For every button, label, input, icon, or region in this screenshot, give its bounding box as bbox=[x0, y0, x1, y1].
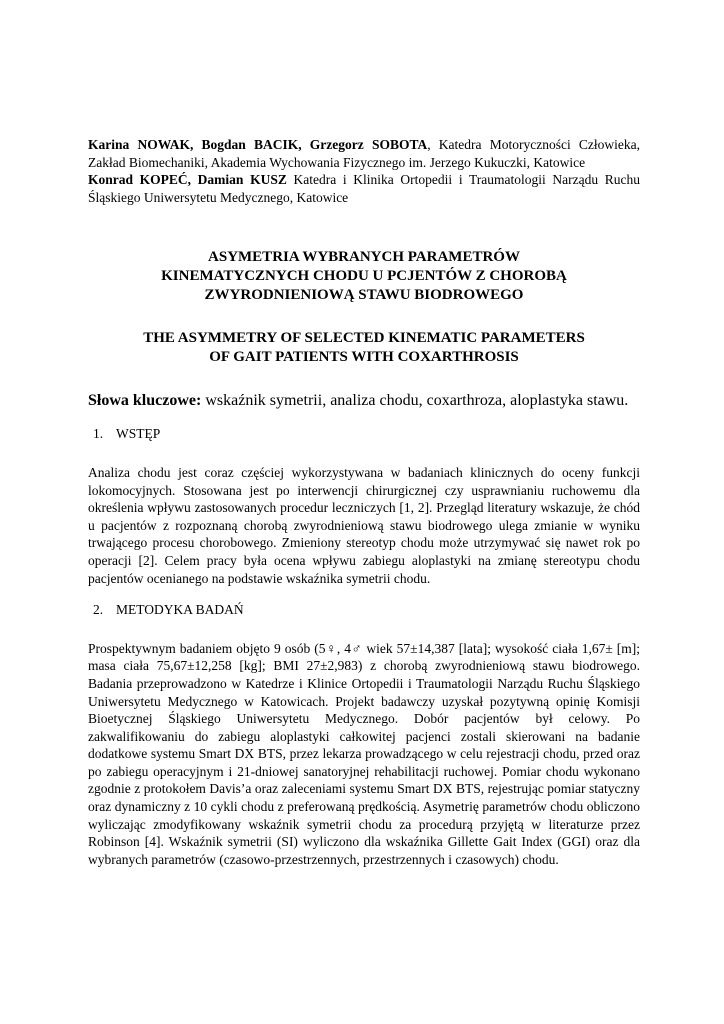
section-body-methods: Prospektywnym badaniem objęto 9 osób (5♀, 4♂ wiek 57±14,387 [lata]; wysokość ciała 1,67± [m]; masa ciała 75,67±12,258 [kg]; BMI 27±2,983) z chorobą zwyrodnieniową stawu biodrowego. Badania przeprowadzono w Katedrze i Klinice Ortopedii i Traumatologii Narządu Ruchu Śląskiego Uniwersytetu Medycznego w Katowicach. Projekt badawczy uzyskał pozytywną opinię Komisji Bioetycznej Śląskiego Uniwersytetu Medycznego. Dobór pacjentów był celowy. Po zakwalifikowaniu do zabiegu aloplastyki całkowitej pacjenci zostali skierowani na badanie dodatkowe systemu Smart DX BTS, przez lekarza prowadzącego w celu rejestracji chodu, przed oraz po zabiegu operacyjnym i 21-dniowej sanatoryjnej rehabilitacji ruchowej. Pomiar chodu wykonano zgodnie z protokołem Davis’a oraz zaleceniami systemu Smart DX BTS, rejestrując pomiar statyczny oraz dynamiczny z 10 cykli chodu z preferowaną prędkością. Asymetrię parametrów chodu obliczono wyliczając zmodyfikowany wskaźnik symetrii chodu za procedurą przyjętą w literaturze przez Robinson [4]. Wskaźnik symetrii (SI) wyliczono dla wskaźnika Gillette Gait Index (GGI) oraz dla wybranych parametrów (czasowo-przestrzennych, przestrzennych i czasowych) chodu. bbox=[88, 640, 640, 867]
section-heading-intro bbox=[88, 425, 640, 443]
authors-block bbox=[88, 136, 640, 206]
section-title: METODYKA BADAŃ bbox=[116, 602, 244, 618]
section-number: 1. bbox=[93, 426, 104, 442]
affiliation-2: Katedra i Klinika Ortopedii i Traumatologii Narządu Ruchu Śląskiego Uniwersytetu Medycznego, Katowice bbox=[88, 172, 640, 205]
keywords-text: wskaźnik symetrii, analiza chodu, coxarthroza, aloplastyka stawu. bbox=[201, 392, 629, 410]
title-en-line-1: THE ASYMMETRY OF SELECTED KINEMATIC PARAMETERS bbox=[143, 330, 585, 347]
author-names-1: Karina NOWAK, Bogdan BACIK, Grzegorz SOBOTA bbox=[88, 137, 428, 152]
keywords bbox=[88, 390, 640, 411]
author-names-2: Konrad KOPEĆ, Damian KUSZ bbox=[88, 172, 287, 188]
title-pl-line-3: ZWYRODNIENIOWĄ STAWU BIODROWEGO bbox=[204, 287, 524, 304]
affiliation-1: , Katedra Motoryczności Człowieka, Zakład Biomechaniki, Akademia Wychowania Fizycznego im. Jerzego Kukuczki, Katowice bbox=[88, 137, 640, 170]
title-polish bbox=[88, 248, 640, 305]
title-english bbox=[88, 329, 640, 367]
title-en-line-2: OF GAIT PATIENTS WITH COXARTHROSIS bbox=[209, 349, 519, 366]
keywords-label: Słowa kluczowe: bbox=[88, 392, 202, 410]
section-body-intro: Analiza chodu jest coraz częściej wykorzystywana w badaniach klinicznych do oceny funkcji lokomocyjnych. Stosowana jest po interwencji chirurgicznej czy usprawnianiu ruchowemu dla określenia wpływu zastosowanych procedur leczniczych [1, 2]. Przegląd literatury wskazuje, że chód u pacjentów z rozpoznaną chorobą zwyrodnieniową stawu biodrowego ulega zmianie w wyniku trwającego procesu chorobowego. Zmieniony stereotyp chodu może utrzymywać się nawet rok po operacji [2]. Celem pracy była ocena wpływu zabiegu aloplastyki na zmianę stereotypu chodu pacjentów ocenianego na podstawie wskaźnika symetrii chodu. bbox=[88, 464, 640, 586]
document-page bbox=[88, 136, 640, 868]
section-title: WSTĘP bbox=[116, 426, 161, 442]
section-heading-methods bbox=[88, 601, 640, 619]
title-pl-line-1: ASYMETRIA WYBRANYCH PARAMETRÓW bbox=[208, 249, 520, 266]
section-number: 2. bbox=[93, 602, 104, 618]
title-pl-line-2: KINEMATYCZNYCH CHODU U PCJENTÓW Z CHOROBĄ bbox=[161, 268, 567, 285]
